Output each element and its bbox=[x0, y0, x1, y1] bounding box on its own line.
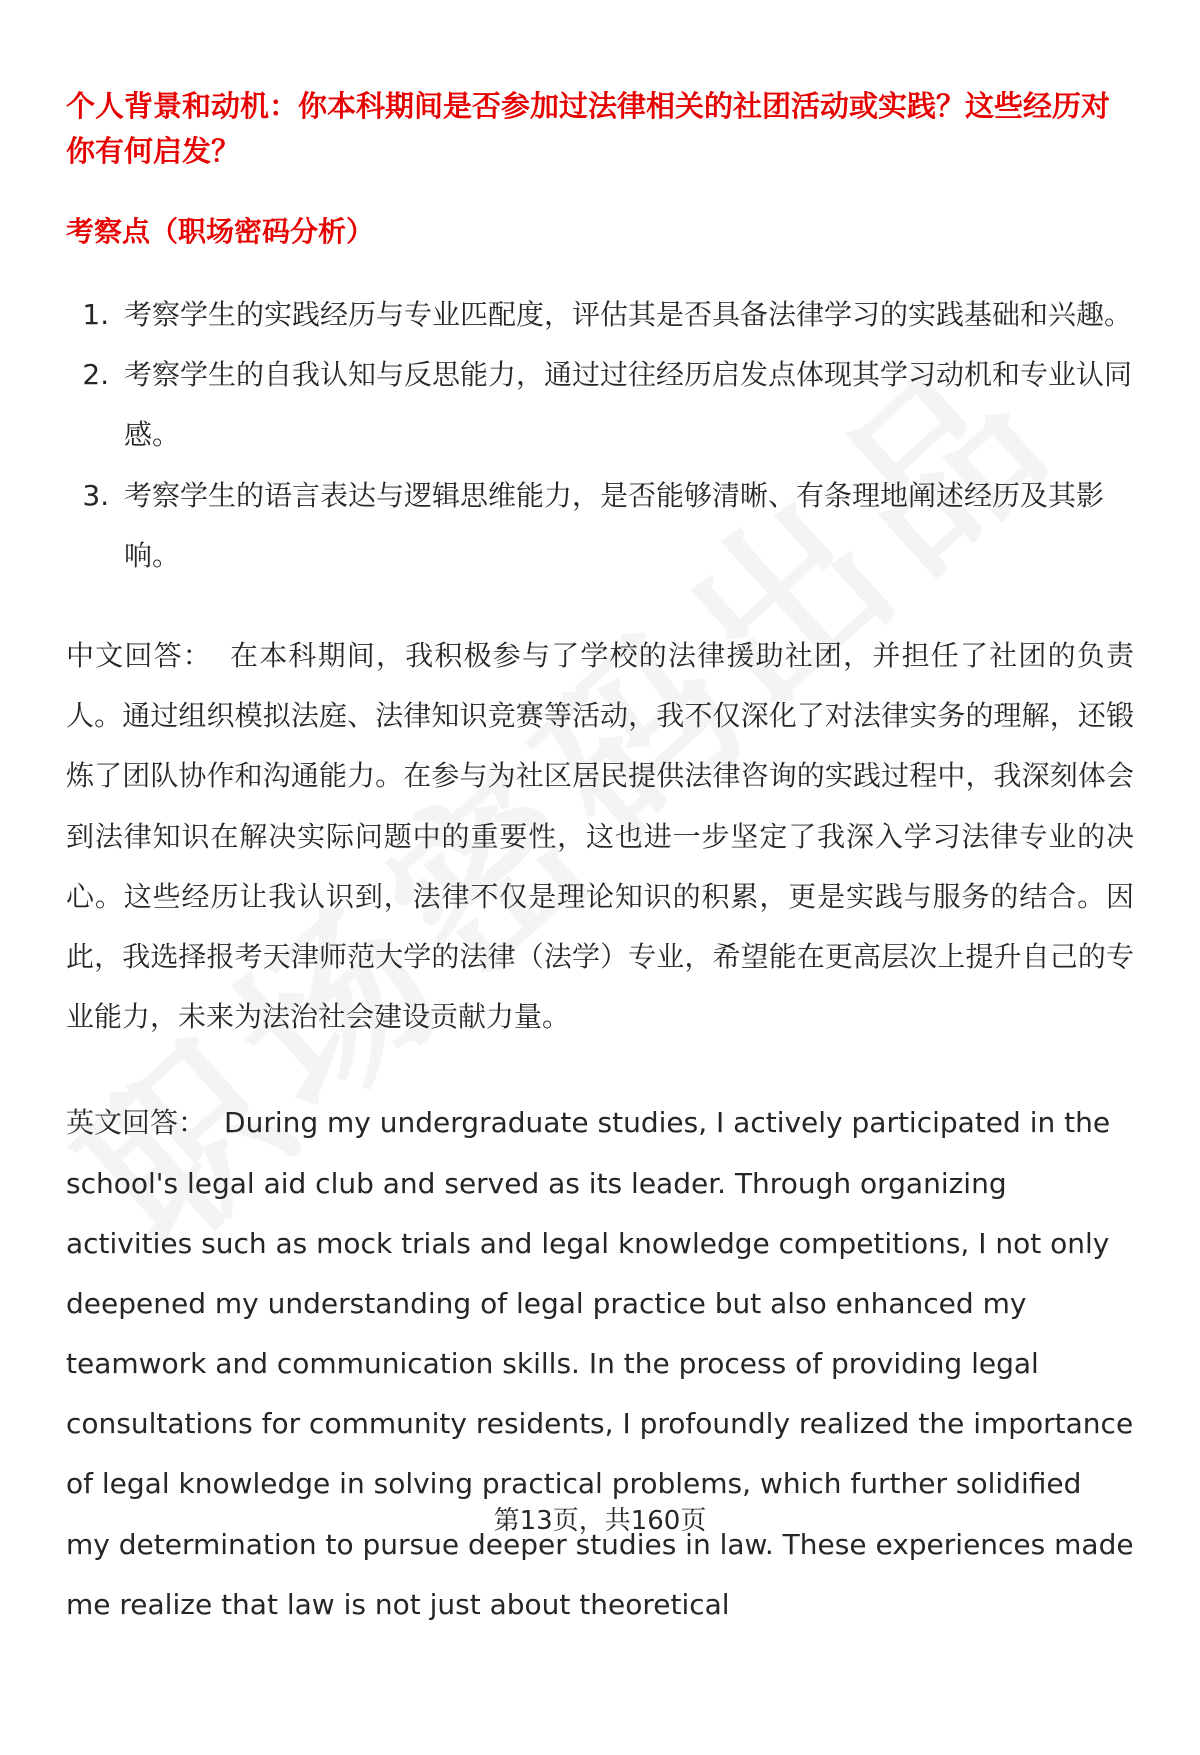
chinese-answer-text: 在本科期间，我积极参与了学校的法律援助社团，并担任了社团的负责人。通过组织模拟法庭、法律知识竞赛等活动，我不仅深化了对法律实务的理解，还锻炼了团队协作和沟通能力。在参与为社区居民提供法律咨询的实践过程中，我深刻体会到法律知识在解决实际问题中的重要性，这也进一步坚定了我深入学习法律专业的决心。这些经历让我认识到，法律不仅是理论知识的积累，更是实践与服务的结合。因此，我选择报考天津师范大学的法律（法学）专业，希望能在更高层次上提升自己的专业能力，未来为法治社会建设贡献力量。 bbox=[66, 639, 1134, 1034]
question-title: 个人背景和动机：你本科期间是否参加过法律相关的社团活动或实践？这些经历对你有何启发？ bbox=[66, 89, 1111, 168]
english-answer-label: 英文回答： bbox=[66, 1106, 207, 1140]
english-answer-text: During my undergraduate studies, I actively participated in the school's legal aid club and served as its leader. Through organizing activities such as mock trials and legal knowledge competitions, I not only deepened my understanding of legal practice but also enhanced my teamwork and communication skills. In the process of providing legal consultations for community residents, I profoundly realized the importance of legal knowledge in solving practical problems, which further solidified my determination to pursue deeper studies in law. These experiences made me realize that law is not just about theoretical bbox=[66, 1106, 1134, 1621]
english-answer-paragraph bbox=[66, 1093, 1134, 1635]
list-item bbox=[118, 345, 1134, 465]
list-item-text: 考察学生的语言表达与逻辑思维能力，是否能够清晰、有条理地阐述经历及其影响。 bbox=[124, 478, 1105, 572]
list-item bbox=[118, 466, 1134, 586]
assessment-points-list bbox=[66, 285, 1134, 586]
list-item-text: 考察学生的实践经历与专业匹配度，评估其是否具备法律学习的实践基础和兴趣。 bbox=[124, 298, 1133, 332]
section-heading: 考察点（职场密码分析） bbox=[66, 214, 375, 248]
page-number-footer: 第13页，共160页 bbox=[493, 1506, 707, 1536]
chinese-answer-paragraph bbox=[66, 626, 1134, 1047]
list-item bbox=[118, 285, 1134, 345]
list-item-text: 考察学生的自我认知与反思能力，通过过往经历启发点体现其学习动机和专业认同感。 bbox=[124, 358, 1133, 452]
chinese-answer-label: 中文回答： bbox=[66, 639, 212, 672]
